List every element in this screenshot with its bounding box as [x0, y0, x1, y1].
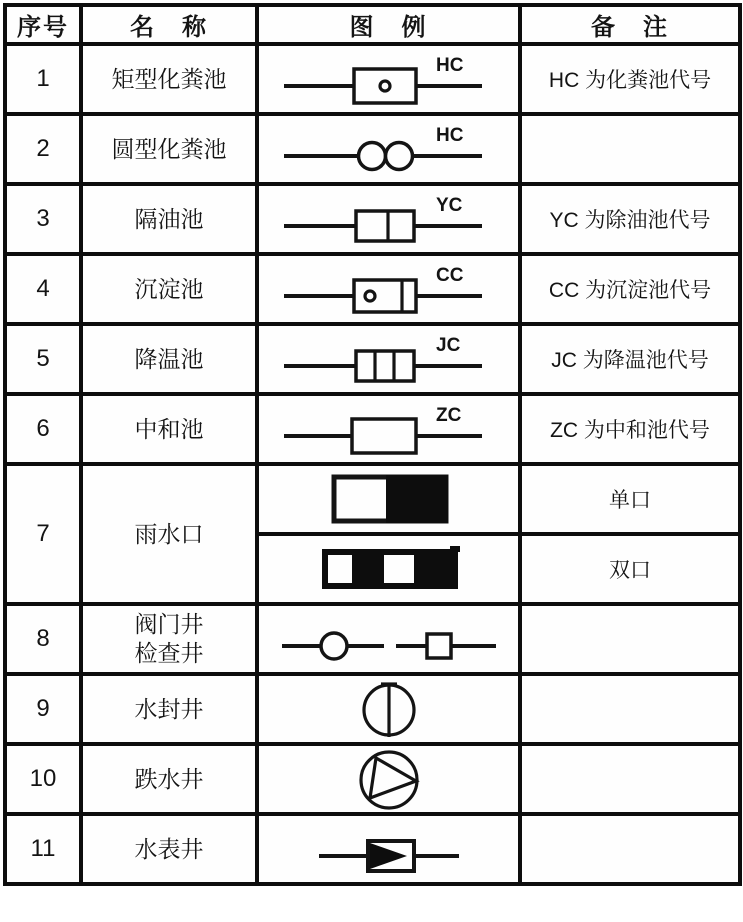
table-row	[5, 674, 740, 744]
row-remark: CC 为沉淀池代号	[520, 254, 740, 324]
header-row	[5, 5, 740, 44]
legend-cell	[257, 394, 520, 464]
table-row	[5, 114, 740, 184]
row-remark	[520, 744, 740, 814]
svg-text:HC: HC	[435, 125, 463, 146]
row-number: 4	[5, 254, 81, 324]
row-name: 水封井	[81, 674, 257, 744]
water-meter-well-icon	[264, 816, 514, 882]
rect-septic-tank-icon	[264, 46, 514, 112]
row-number: 9	[5, 674, 81, 744]
header-legend: 图 例	[257, 5, 520, 44]
legend-cell	[257, 744, 520, 814]
svg-text:CC: CC	[435, 265, 463, 286]
row-name-line2: 检查井	[134, 640, 204, 666]
table-row	[5, 44, 740, 114]
legend-cell	[257, 814, 520, 884]
table-row	[5, 744, 740, 814]
row-number: 11	[5, 814, 81, 884]
row-name	[81, 604, 257, 674]
row-name: 中和池	[81, 394, 257, 464]
row-remark: ZC 为中和池代号	[520, 394, 740, 464]
table-row	[5, 184, 740, 254]
legend-cell	[257, 674, 520, 744]
row-remark: 单口	[520, 464, 740, 534]
legend-table	[3, 3, 742, 886]
valve-well-and-inspection-well-icon	[264, 606, 514, 672]
row-number: 1	[5, 44, 81, 114]
svg-text:HC: HC	[435, 55, 463, 76]
row-number: 7	[5, 464, 81, 604]
legend-cell	[257, 184, 520, 254]
row-remark: JC 为降温池代号	[520, 324, 740, 394]
legend-cell	[257, 324, 520, 394]
legend-cell	[257, 604, 520, 674]
water-seal-well-icon	[264, 676, 514, 742]
svg-text:JC: JC	[435, 335, 460, 356]
row-name: 圆型化粪池	[81, 114, 257, 184]
rain-inlet-single-icon	[264, 466, 514, 532]
row-remark	[520, 814, 740, 884]
row-name: 矩型化粪池	[81, 44, 257, 114]
header-remark: 备 注	[520, 5, 740, 44]
svg-text:ZC: ZC	[435, 405, 461, 426]
row-name: 沉淀池	[81, 254, 257, 324]
sedimentation-tank-icon	[264, 256, 514, 322]
table-row	[5, 464, 740, 534]
row-remark	[520, 674, 740, 744]
row-name: 隔油池	[81, 184, 257, 254]
row-number: 3	[5, 184, 81, 254]
row-remark: HC 为化粪池代号	[520, 44, 740, 114]
table-row	[5, 814, 740, 884]
header-no: 序号	[5, 5, 81, 44]
drop-well-icon	[264, 746, 514, 812]
rain-inlet-double-icon	[264, 536, 514, 602]
row-remark: YC 为除油池代号	[520, 184, 740, 254]
table-row	[5, 324, 740, 394]
row-number: 5	[5, 324, 81, 394]
row-number: 10	[5, 744, 81, 814]
row-remark: 双口	[520, 534, 740, 604]
row-name-line1: 阀门井	[134, 611, 204, 638]
row-remark	[520, 114, 740, 184]
cooling-tank-icon	[264, 326, 514, 392]
legend-cell	[257, 114, 520, 184]
table-row	[5, 254, 740, 324]
table-row	[5, 604, 740, 674]
row-number: 2	[5, 114, 81, 184]
svg-text:YC: YC	[435, 195, 462, 216]
row-number: 6	[5, 394, 81, 464]
row-number: 8	[5, 604, 81, 674]
table-row	[5, 394, 740, 464]
legend-cell	[257, 534, 520, 604]
neutralization-tank-icon	[264, 396, 514, 462]
legend-cell	[257, 254, 520, 324]
row-remark	[520, 604, 740, 674]
row-name: 水表井	[81, 814, 257, 884]
row-name: 跌水井	[81, 744, 257, 814]
row-name: 雨水口	[81, 464, 257, 604]
header-name: 名 称	[81, 5, 257, 44]
legend-cell	[257, 464, 520, 534]
legend-cell	[257, 44, 520, 114]
row-name: 降温池	[81, 324, 257, 394]
oil-separator-tank-icon	[264, 186, 514, 252]
round-septic-tank-icon	[264, 116, 514, 182]
